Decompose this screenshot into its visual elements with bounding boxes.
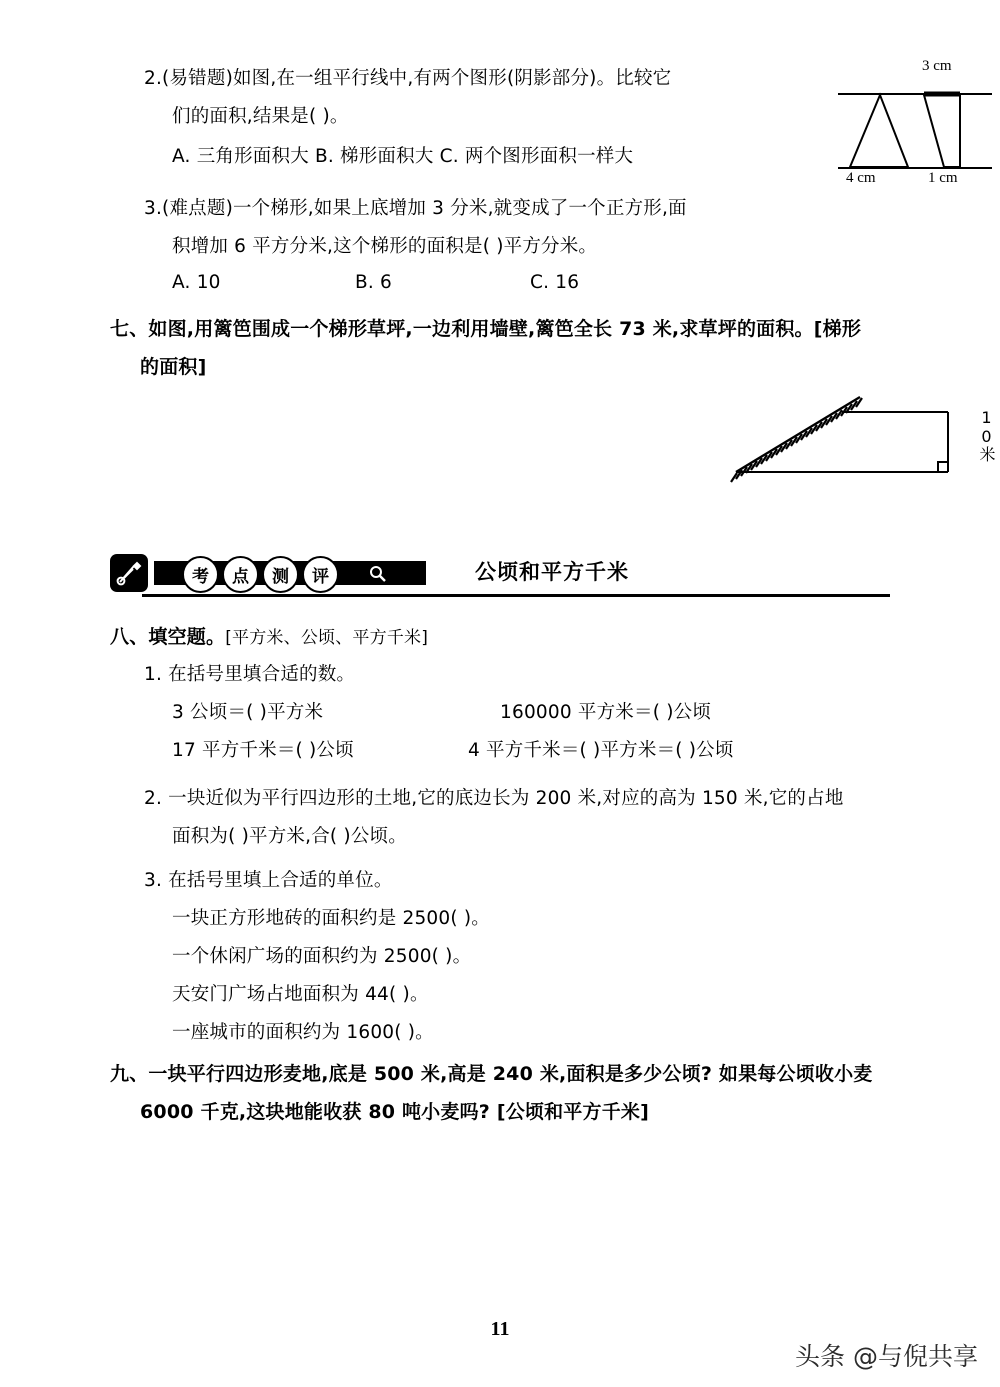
banner-underline bbox=[142, 594, 890, 597]
banner-title: 公顷和平方千米 bbox=[475, 560, 629, 584]
parallel-lines-figure bbox=[836, 58, 994, 188]
banner-badge: 评 bbox=[302, 556, 339, 593]
section-8-q3-item: 天安门广场占地面积为 44( )。 bbox=[172, 984, 429, 1005]
question-2-line-2: 们的面积,结果是( )。 bbox=[172, 106, 349, 127]
section-8-q1-prompt: 1. 在括号里填合适的数。 bbox=[144, 664, 356, 685]
banner-badge: 测 bbox=[262, 556, 299, 593]
question-3-option-c: C. 16 bbox=[530, 272, 580, 293]
lawn-trapezoid-figure bbox=[700, 372, 1000, 497]
section-banner bbox=[110, 550, 890, 604]
section-7-line-1: 七、如图,用篱笆围成一个梯形草坪,一边利用墙壁,篱笆全长 73 米,求草坪的面积。[梯形 bbox=[110, 318, 862, 340]
section-9-line-2: 6000 千克,这块地能收获 80 吨小麦吗? [公顷和平方千米] bbox=[140, 1101, 649, 1123]
section-8-q1-row2-left: 17 平方千米＝( )公顷 bbox=[172, 740, 354, 761]
section-8-heading: 八、填空题。 bbox=[110, 626, 226, 648]
figure-label-bottom-right: 1 cm bbox=[928, 170, 958, 186]
section-7-line-2: 的面积] bbox=[140, 356, 207, 378]
lawn-height-label: 10米 bbox=[977, 408, 996, 462]
page-number: 11 bbox=[490, 1318, 510, 1340]
section-8-heading-row bbox=[110, 618, 428, 657]
section-8-heading-tag: [平方米、公顷、平方千米] bbox=[225, 628, 429, 648]
question-3-option-b: B. 6 bbox=[355, 272, 393, 293]
parallel-lines-svg bbox=[836, 58, 994, 188]
pen-tool-icon bbox=[110, 554, 148, 592]
watermark: 头条 @与倪共享 bbox=[795, 1342, 978, 1371]
section-8-q2-line-1: 2. 一块近似为平行四边形的土地,它的底边长为 200 米,对应的高为 150 米,它的占地 bbox=[144, 788, 844, 809]
question-2-line-1: 2.(易错题)如图,在一组平行线中,有两个图形(阴影部分)。比较它 bbox=[144, 68, 672, 89]
banner-badge: 考 bbox=[182, 556, 219, 593]
question-3-line-2: 积增加 6 平方分米,这个梯形的面积是( )平方分米。 bbox=[172, 236, 598, 257]
question-3-line-1: 3.(难点题)一个梯形,如果上底增加 3 分米,就变成了一个正方形,面 bbox=[144, 198, 687, 219]
section-8-q1-row1-right: 160000 平方米＝( )公顷 bbox=[500, 702, 712, 723]
section-8-q3-item: 一座城市的面积约为 1600( )。 bbox=[172, 1022, 434, 1043]
section-8-q3-item: 一个休闲广场的面积约为 2500( )。 bbox=[172, 946, 472, 967]
lawn-trapezoid-svg bbox=[700, 372, 1000, 497]
section-8-q2-line-2: 面积为( )平方米,合( )公顷。 bbox=[172, 826, 407, 847]
section-8-q3-item: 一块正方形地砖的面积约是 2500( )。 bbox=[172, 908, 490, 929]
search-icon bbox=[368, 564, 387, 583]
banner-badge: 点 bbox=[222, 556, 259, 593]
section-8-q1-row1-left: 3 公顷＝( )平方米 bbox=[172, 702, 324, 723]
figure-label-bottom-left: 4 cm bbox=[846, 170, 876, 186]
figure-label-top: 3 cm bbox=[922, 58, 952, 74]
section-8-q3-prompt: 3. 在括号里填上合适的单位。 bbox=[144, 870, 393, 891]
section-9-line-1: 九、一块平行四边形麦地,底是 500 米,高是 240 米,面积是多少公顷? 如果每公顷收小麦 bbox=[110, 1063, 873, 1085]
question-2-options: A. 三角形面积大 B. 梯形面积大 C. 两个图形面积一样大 bbox=[172, 146, 634, 167]
question-3-option-a: A. 10 bbox=[172, 272, 221, 293]
banner-badges bbox=[182, 556, 339, 593]
wall-hatching bbox=[730, 390, 866, 482]
section-8-q1-row2-right: 4 平方千米＝( )平方米＝( )公顷 bbox=[468, 740, 734, 761]
